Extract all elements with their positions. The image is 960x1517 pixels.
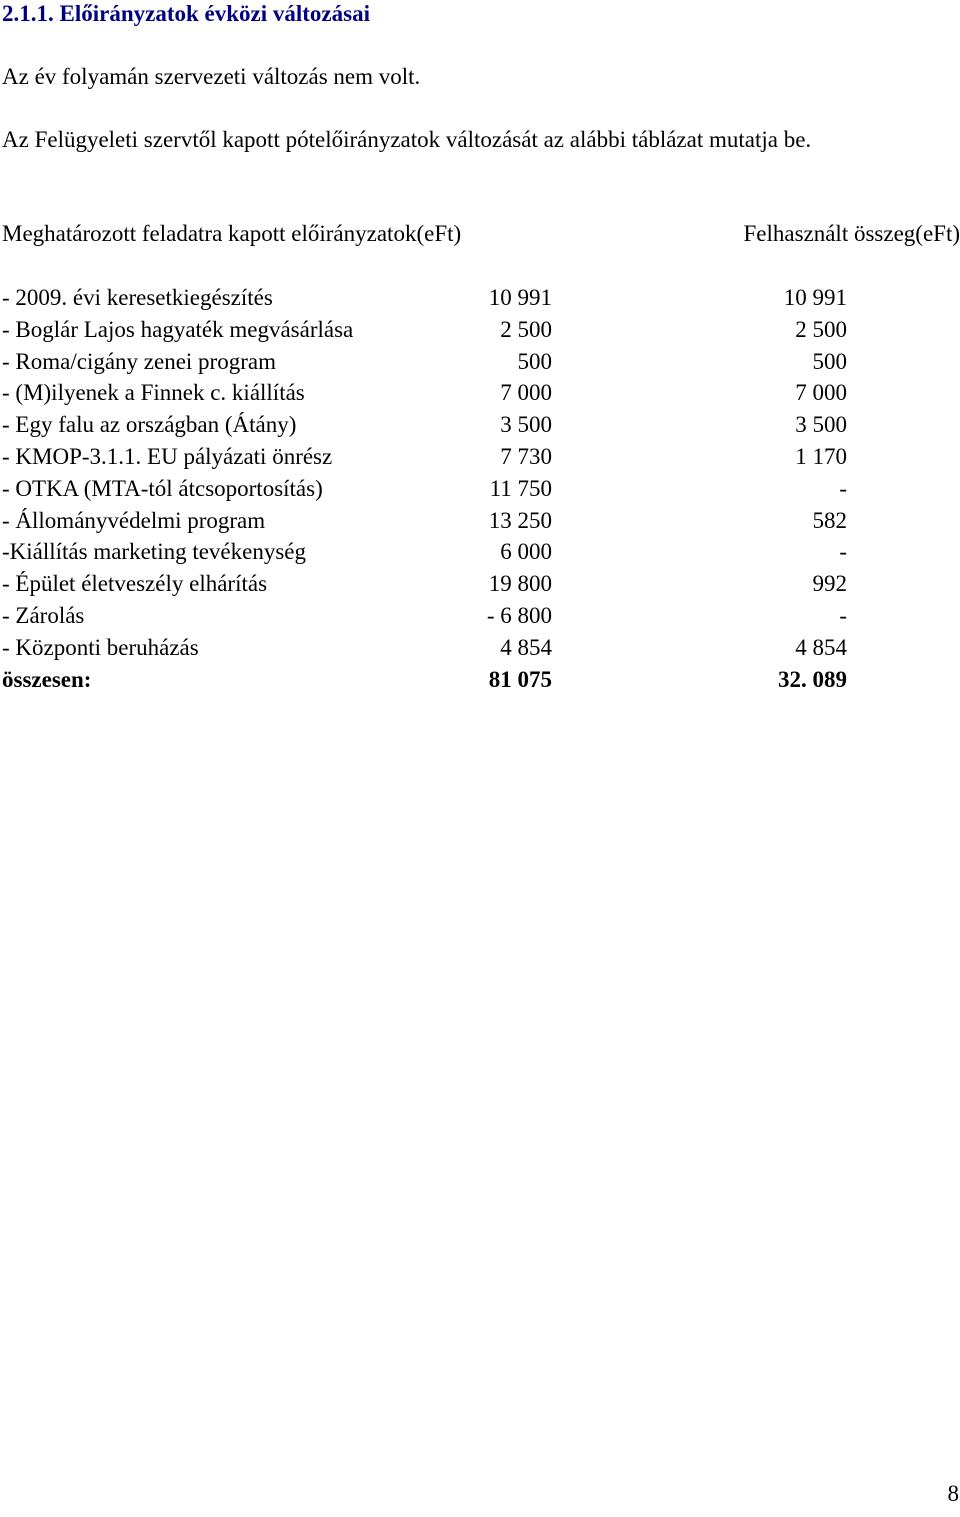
row-used: -: [839, 475, 847, 501]
row-amount: 3 500: [500, 412, 552, 438]
row-label: - Épület életveszély elhárítás: [2, 571, 268, 597]
table-row: [0, 346, 960, 378]
row-used: 582: [812, 507, 847, 533]
table-header-used-amount: Felhasznált összeg(eFt): [743, 221, 960, 246]
row-used: 4 854: [795, 634, 847, 660]
table-row: [0, 632, 960, 664]
row-amount: 2 500: [500, 316, 552, 342]
table-row: [0, 377, 960, 409]
table-row: [0, 473, 960, 505]
paragraph-supplementary-appropriations: Az Felügyeleti szervtől kapott pótelőirányzatok változását az alábbi táblázat mutatja be.: [2, 127, 812, 152]
row-amount: 10 991: [488, 285, 552, 310]
row-amount: 19 800: [488, 571, 552, 597]
row-amount: 7 730: [500, 443, 552, 469]
row-amount: 7 000: [500, 380, 552, 406]
table-row: [0, 409, 960, 441]
page-number: 8: [947, 1481, 959, 1506]
section-title: 2.1.1. Előirányzatok évközi változásai: [2, 1, 370, 26]
row-amount: 11 750: [489, 475, 552, 501]
row-label: - KMOP-3.1.1. EU pályázati önrész: [2, 443, 333, 469]
row-label: - Egy falu az országban (Átány): [2, 412, 297, 438]
row-used: 992: [812, 571, 847, 597]
total-label: összesen:: [2, 666, 92, 692]
table-header-appropriations: Meghatározott feladatra kapott előirányzatok(eFt): [2, 221, 462, 246]
row-used: 1 170: [795, 443, 847, 469]
row-used: 500: [812, 348, 847, 374]
table-row: [0, 505, 960, 537]
row-amount: - 6 800: [486, 602, 552, 628]
row-label: - (M)ilyenek a Finnek c. kiállítás: [2, 380, 305, 406]
table-row: [0, 314, 960, 346]
row-used: -: [839, 539, 847, 565]
row-label: - OTKA (MTA-tól átcsoportosítás): [2, 475, 323, 501]
row-used: 10 991: [783, 285, 847, 310]
row-label: - Roma/cigány zenei program: [2, 348, 276, 374]
row-amount: 13 250: [488, 507, 552, 533]
row-label: - Állományvédelmi program: [2, 507, 266, 533]
appropriations-table: [0, 282, 960, 695]
row-label: -Kiállítás marketing tevékenység: [2, 539, 307, 565]
table-row: [0, 568, 960, 600]
table-row: [0, 536, 960, 568]
row-used: 2 500: [795, 316, 847, 342]
total-used: 32. 089: [778, 666, 847, 692]
total-amount: 81 075: [488, 666, 552, 692]
row-amount: 6 000: [500, 539, 552, 565]
row-label: - Központi beruházás: [2, 634, 199, 660]
table-row: [0, 282, 960, 314]
row-label: - 2009. évi keresetkiegészítés: [2, 285, 273, 310]
row-used: 3 500: [795, 412, 847, 438]
paragraph-org-changes: Az év folyamán szervezeti változás nem volt.: [2, 64, 421, 89]
row-amount: 500: [517, 348, 552, 374]
table-row: [0, 600, 960, 632]
row-label: - Boglár Lajos hagyaték megvásárlása: [2, 316, 354, 342]
row-label: - Zárolás: [2, 602, 85, 628]
row-used: 7 000: [795, 380, 847, 406]
table-row: [0, 441, 960, 473]
row-used: -: [839, 602, 847, 628]
table-total-row: [0, 664, 960, 696]
row-amount: 4 854: [500, 634, 552, 660]
